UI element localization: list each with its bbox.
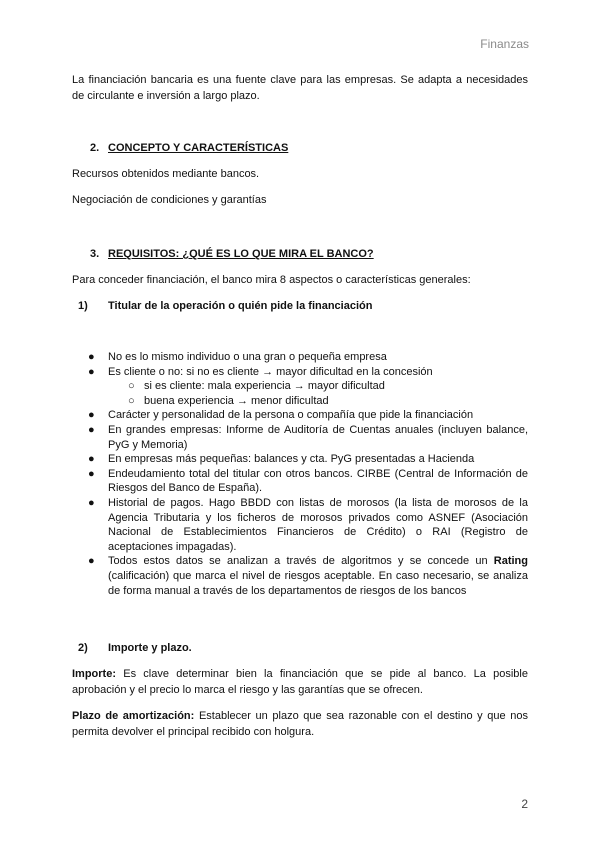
section-2-number: 2.	[90, 142, 100, 154]
section-3-title: REQUISITOS: ¿QUÉ ES LO QUE MIRA EL BANCO?	[108, 248, 374, 260]
importe-paragraph: Importe: Es clave determinar bien la financiación que se pide al banco. La posible aprobación y el precio lo marca el riesgo y las garantías que se ofrecen.	[72, 668, 528, 696]
section-2-heading	[90, 140, 288, 156]
section-2-title: CONCEPTO Y CARACTERÍSTICAS	[108, 142, 289, 154]
bullet-icon: ●	[88, 555, 95, 568]
page-number: 2	[521, 797, 528, 811]
sub-list-item: ○ buena experiencia → menor dificultad	[128, 394, 329, 407]
bullet-icon: ●	[88, 496, 95, 509]
requirements-list	[72, 350, 528, 598]
circle-bullet-icon: ○	[128, 380, 135, 393]
subsection-2-title: Importe y plazo.	[108, 642, 192, 654]
bullet-icon: ●	[88, 423, 95, 436]
list-item: ● En empresas más pequeñas: balances y cta. PyG presentadas a Hacienda	[88, 453, 475, 466]
rating-term: Rating	[493, 555, 528, 568]
bullet-icon: ●	[88, 409, 95, 422]
sub-list-item: ○ si es cliente: mala experiencia → mayor dificultad	[128, 380, 385, 393]
subsection-1-number: 1)	[78, 300, 88, 312]
bullet-icon: ●	[88, 351, 95, 363]
list-item: ● No es lo mismo individuo o una gran o pequeña empresa	[88, 351, 387, 363]
circle-bullet-icon: ○	[128, 394, 135, 407]
list-item: ● Carácter y personalidad de la persona o compañía que pide la financiación	[88, 409, 474, 422]
importe-label: Importe:	[72, 668, 116, 680]
client-sub-list	[108, 379, 528, 408]
section-3-heading	[90, 246, 374, 262]
subsection-2-number: 2)	[78, 642, 88, 654]
section-3-number: 3.	[90, 248, 100, 260]
section-2-paragraph-2: Negociación de condiciones y garantías	[72, 194, 267, 206]
bullet-icon: ●	[88, 453, 95, 466]
bullet-icon: ●	[88, 365, 95, 378]
intro-paragraph: La financiación bancaria es una fuente clave para las empresas. Se adapta a necesidades de circulante e inversión a largo plazo.	[72, 74, 528, 102]
bullet-icon: ●	[88, 467, 95, 480]
section-2-paragraph-1: Recursos obtenidos mediante bancos.	[72, 168, 260, 180]
subsection-1-heading	[72, 298, 372, 314]
subsection-2-heading	[72, 640, 192, 656]
plazo-label: Plazo de amortización:	[72, 710, 195, 722]
subsection-1-title: Titular de la operación o quién pide la financiación	[108, 300, 373, 312]
plazo-paragraph: Plazo de amortización: Establecer un plazo que sea razonable con el destino y que nos permita devolver el principal recibido con holgura.	[72, 710, 528, 738]
list-item: ● En grandes empresas: Informe de Auditoría de Cuentas anuales (incluyen balance, PyG y Memoria)	[88, 423, 528, 451]
list-item: ● Endeudamiento total del titular con otros bancos. CIRBE (Central de Información de Riesgos del Banco de España).	[88, 467, 528, 495]
page-header-title: Finanzas	[480, 37, 529, 51]
list-item: ● Es cliente o no: si no es cliente → mayor dificultad en la concesión ○ si es cliente: mala experiencia → mayor dificultad ○ buena experiencia → menor dificultad	[72, 365, 528, 409]
list-item: ● Historial de pagos. Hago BBDD con listas de morosos (la lista de morosos de la Agencia Tributaria y los ficheros de morosos privados como ASNEF (Asociación Nacional de Establecimientos Financieros de Crédito) o RAI (Registro de aceptaciones impagadas).	[88, 496, 528, 553]
section-3-intro: Para conceder financiación, el banco mira 8 aspectos o características generales:	[72, 274, 471, 286]
list-item: ● Todos estos datos se analizan a través de algoritmos y se concede un Rating (calificación) que marca el nivel de riesgos aceptable. En caso necesario, se analiza de forma manual a través de los departamentos de riesgos de los bancos	[88, 555, 528, 597]
